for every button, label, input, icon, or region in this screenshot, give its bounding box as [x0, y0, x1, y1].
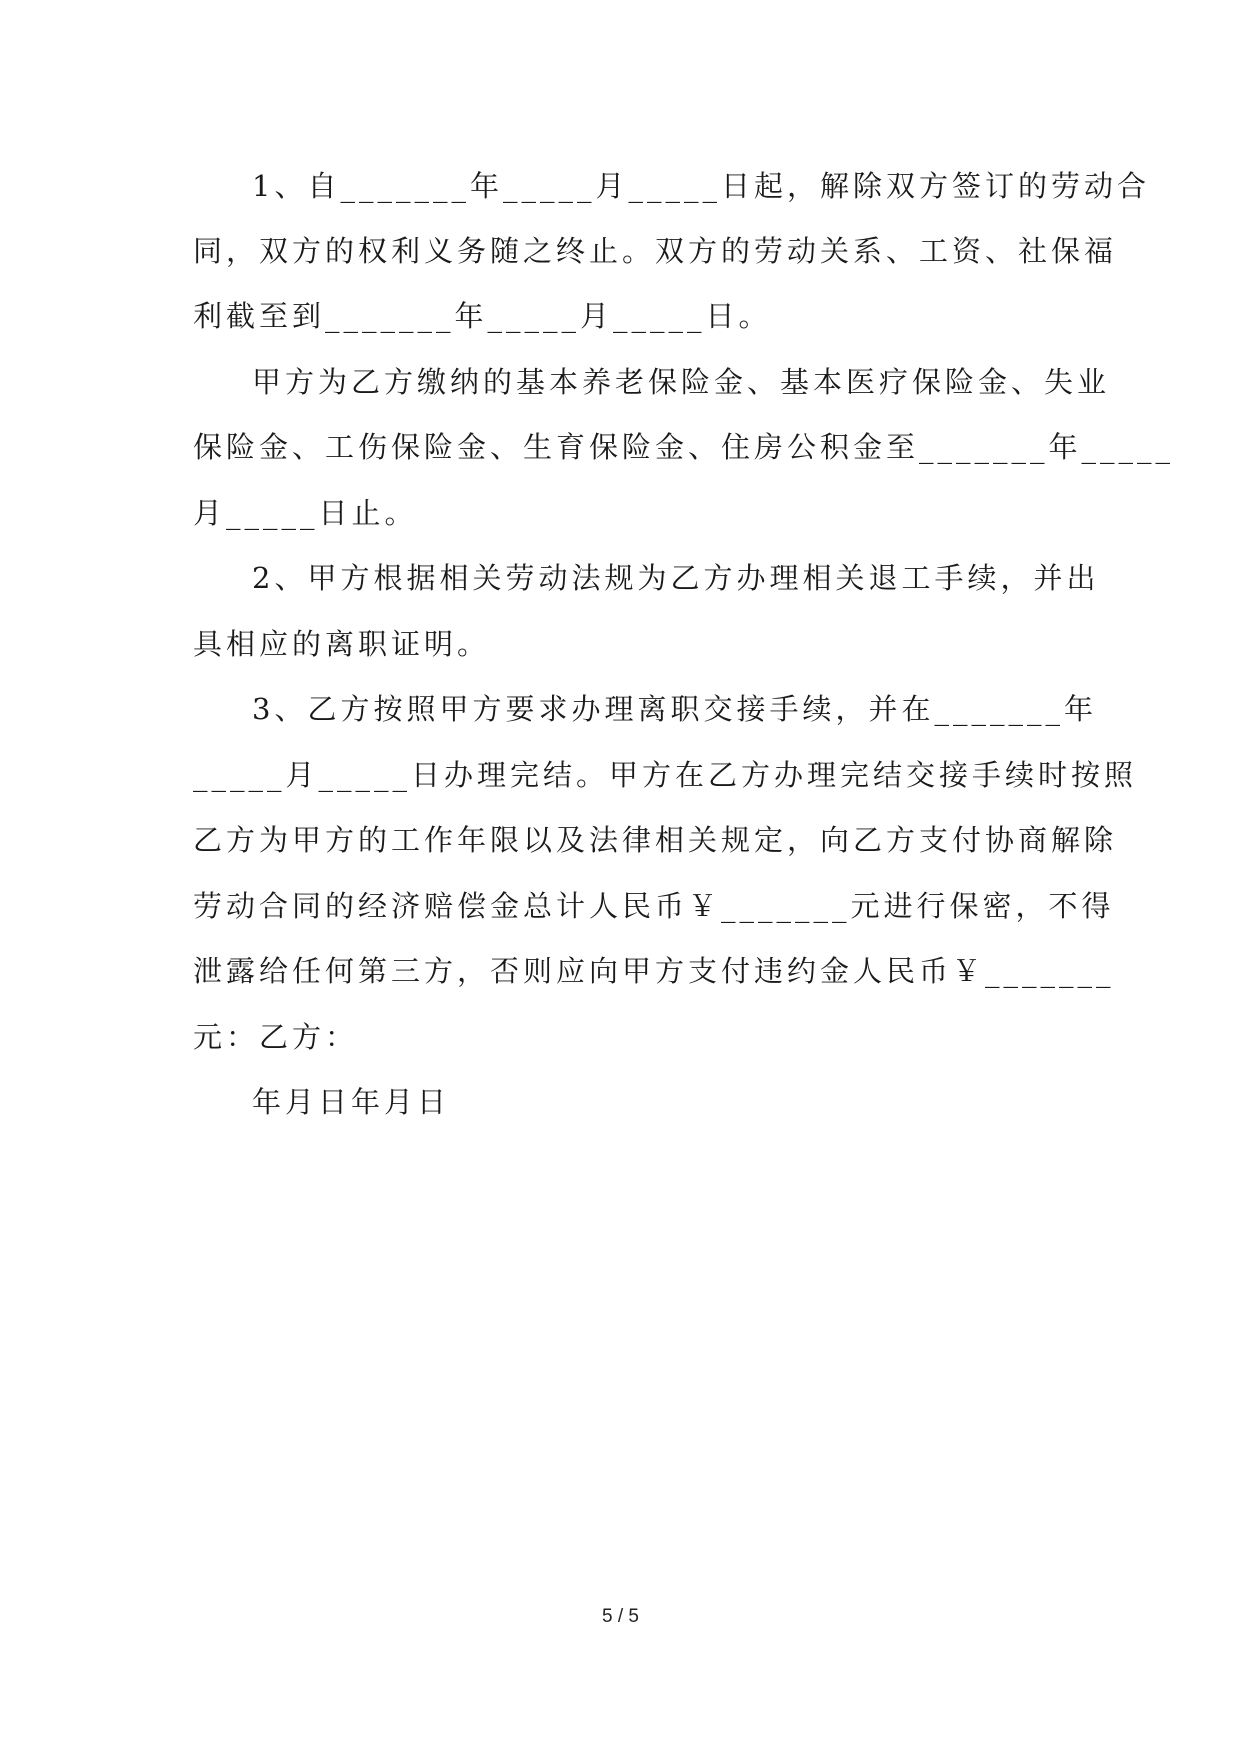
- insurance-line-2: 保险金、工伤保险金、生育保险金、住房公积金至_______年_____: [193, 430, 1175, 464]
- clause-3-line-5: 泄露给任何第三方，否则应向甲方支付违约金人民币￥_______: [193, 954, 1115, 988]
- clause-2-line-1: 2、甲方根据相关劳动法规为乙方办理相关退工手续，并出: [252, 561, 1100, 595]
- page-number: 5 / 5: [602, 1606, 639, 1627]
- clause-1-line-3: 利截至到_______年_____月_____日。: [193, 299, 772, 333]
- clause-3-line-3: 乙方为甲方的工作年限以及法律相关规定，向乙方支付协商解除: [193, 823, 1118, 857]
- clause-3-line-1: 3、乙方按照甲方要求办理离职交接手续，并在_______年: [252, 692, 1097, 726]
- clause-1-line-1: 1、自_______年_____月_____日起，解除双方签订的劳动合: [252, 169, 1150, 203]
- insurance-line-1: 甲方为乙方缴纳的基本养老保险金、基本医疗保险金、失业: [252, 365, 1111, 399]
- clause-2-line-2: 具相应的离职证明。: [193, 627, 491, 661]
- insurance-line-3: 月_____日止。: [193, 496, 418, 530]
- clause-1-line-2: 同，双方的权利义务随之终止。双方的劳动关系、工资、社保福: [193, 234, 1118, 268]
- clause-3-line-4: 劳动合同的经济赔偿金总计人民币￥_______元进行保密，不得: [193, 889, 1115, 923]
- clause-3-line-2: _____月_____日办理完结。甲方在乙方办理完结交接手续时按照: [193, 758, 1138, 792]
- clause-3-line-6: 元：乙方：: [193, 1020, 359, 1054]
- signature-dates: 年月日年月日: [252, 1085, 451, 1119]
